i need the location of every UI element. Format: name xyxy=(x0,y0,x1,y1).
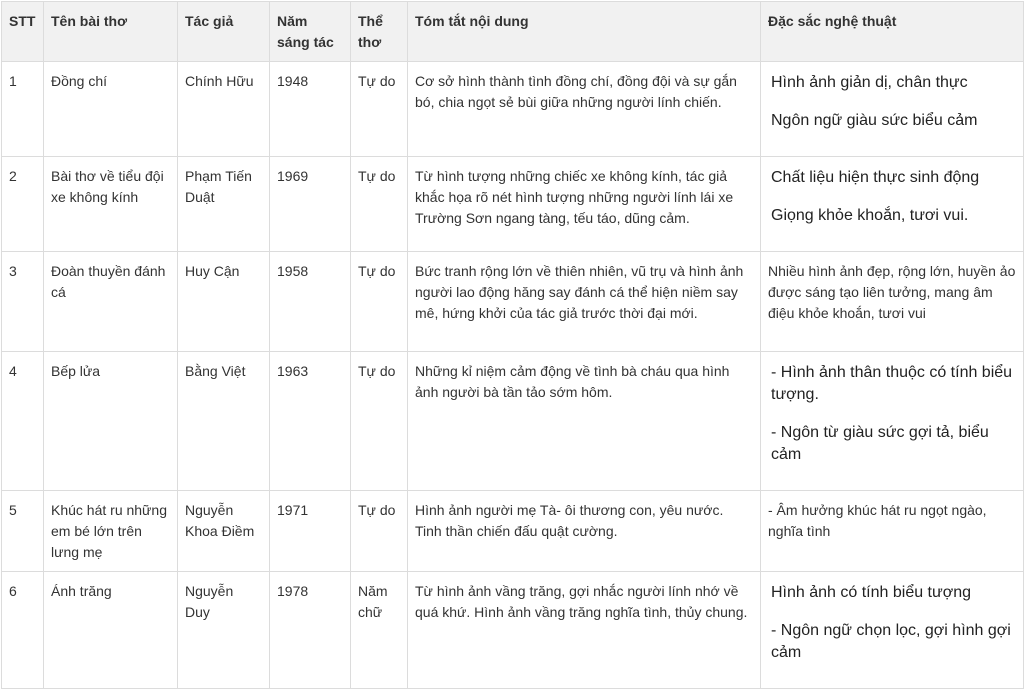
cell-stt: 2 xyxy=(2,157,44,252)
art-line: - Âm hưởng khúc hát ru ngọt ngào, nghĩa tình xyxy=(768,502,987,539)
art-line: Giọng khỏe khoắn, tươi vui. xyxy=(771,207,969,224)
cell-year: 1971 xyxy=(270,491,351,572)
header-art: Đặc sắc nghệ thuật xyxy=(761,2,1024,62)
cell-year: 1948 xyxy=(270,62,351,157)
table-row xyxy=(2,252,1024,352)
table-row xyxy=(2,352,1024,491)
header-form: Thể thơ xyxy=(351,2,408,62)
header-title: Tên bài thơ xyxy=(44,2,178,62)
cell-author: Phạm Tiến Duật xyxy=(178,157,270,252)
cell-stt: 1 xyxy=(2,62,44,157)
cell-art xyxy=(761,62,1024,157)
cell-summary: Từ hình tượng những chiếc xe không kính, tác giả khắc họa rõ nét hình tượng những người lính lái xe Trường Sơn ngang tàng, tếu táo, dũng cảm. xyxy=(408,157,761,252)
art-line: Hình ảnh giản dị, chân thực xyxy=(771,74,968,91)
cell-form: Năm chữ xyxy=(351,572,408,689)
cell-art xyxy=(761,252,1024,352)
cell-author: Nguyễn Duy xyxy=(178,572,270,689)
cell-title: Ánh trăng xyxy=(44,572,178,689)
art-line: Chất liệu hiện thực sinh động xyxy=(771,169,980,186)
cell-stt: 6 xyxy=(2,572,44,689)
table-row xyxy=(2,491,1024,572)
cell-stt: 5 xyxy=(2,491,44,572)
cell-author: Huy Cận xyxy=(178,252,270,352)
cell-author: Nguyễn Khoa Điềm xyxy=(178,491,270,572)
art-line: - Ngôn ngữ chọn lọc, gợi hình gợi cảm xyxy=(771,622,1011,661)
cell-title: Khúc hát ru những em bé lớn trên lưng mẹ xyxy=(44,491,178,572)
cell-summary: Những kỉ niệm cảm động về tình bà cháu qua hình ảnh người bà tần tảo sớm hôm. xyxy=(408,352,761,491)
cell-title: Đồng chí xyxy=(44,62,178,157)
header-year: Năm sáng tác xyxy=(270,2,351,62)
art-line: Ngôn ngữ giàu sức biểu cảm xyxy=(771,112,978,129)
cell-summary: Từ hình ảnh vầng trăng, gợi nhắc người lính nhớ về quá khứ. Hình ảnh vầng trăng nghĩa tình, thủy chung. xyxy=(408,572,761,689)
cell-year: 1969 xyxy=(270,157,351,252)
art-line: Hình ảnh có tính biểu tượng xyxy=(771,584,971,601)
table-row xyxy=(2,157,1024,252)
cell-title: Bài thơ về tiểu đội xe không kính xyxy=(44,157,178,252)
cell-stt: 3 xyxy=(2,252,44,352)
header-stt: STT xyxy=(2,2,44,62)
cell-author: Chính Hữu xyxy=(178,62,270,157)
cell-year: 1963 xyxy=(270,352,351,491)
table-row xyxy=(2,62,1024,157)
cell-form: Tự do xyxy=(351,62,408,157)
header-summary: Tóm tắt nội dung xyxy=(408,2,761,62)
cell-author: Bằng Việt xyxy=(178,352,270,491)
cell-title: Đoàn thuyền đánh cá xyxy=(44,252,178,352)
cell-art xyxy=(761,352,1024,491)
cell-form: Tự do xyxy=(351,157,408,252)
cell-stt: 4 xyxy=(2,352,44,491)
cell-summary: Bức tranh rộng lớn về thiên nhiên, vũ trụ và hình ảnh người lao động hăng say đánh cá thể hiện niềm say mê, hứng khởi của tác giả trước thời đại mới. xyxy=(408,252,761,352)
art-line: Nhiều hình ảnh đẹp, rộng lớn, huyền ảo được sáng tạo liên tưởng, mang âm điệu khỏe khoắn, tươi vui xyxy=(768,263,1016,321)
cell-summary: Cơ sở hình thành tình đồng chí, đồng đội và sự gắn bó, chia ngọt sẻ bùi giữa những người lính chiến. xyxy=(408,62,761,157)
header-row xyxy=(2,2,1024,62)
cell-summary: Hình ảnh người mẹ Tà- ôi thương con, yêu nước. Tinh thần chiến đấu quật cường. xyxy=(408,491,761,572)
header-author: Tác giả xyxy=(178,2,270,62)
cell-form: Tự do xyxy=(351,252,408,352)
cell-art xyxy=(761,157,1024,252)
table-row xyxy=(2,572,1024,689)
cell-art xyxy=(761,572,1024,689)
art-line: - Ngôn từ giàu sức gợi tả, biểu cảm xyxy=(771,424,989,463)
cell-art xyxy=(761,491,1024,572)
cell-year: 1958 xyxy=(270,252,351,352)
cell-title: Bếp lửa xyxy=(44,352,178,491)
poem-table xyxy=(1,1,1024,689)
cell-year: 1978 xyxy=(270,572,351,689)
art-line: - Hình ảnh thân thuộc có tính biểu tượng. xyxy=(771,364,1013,403)
cell-form: Tự do xyxy=(351,352,408,491)
cell-form: Tự do xyxy=(351,491,408,572)
